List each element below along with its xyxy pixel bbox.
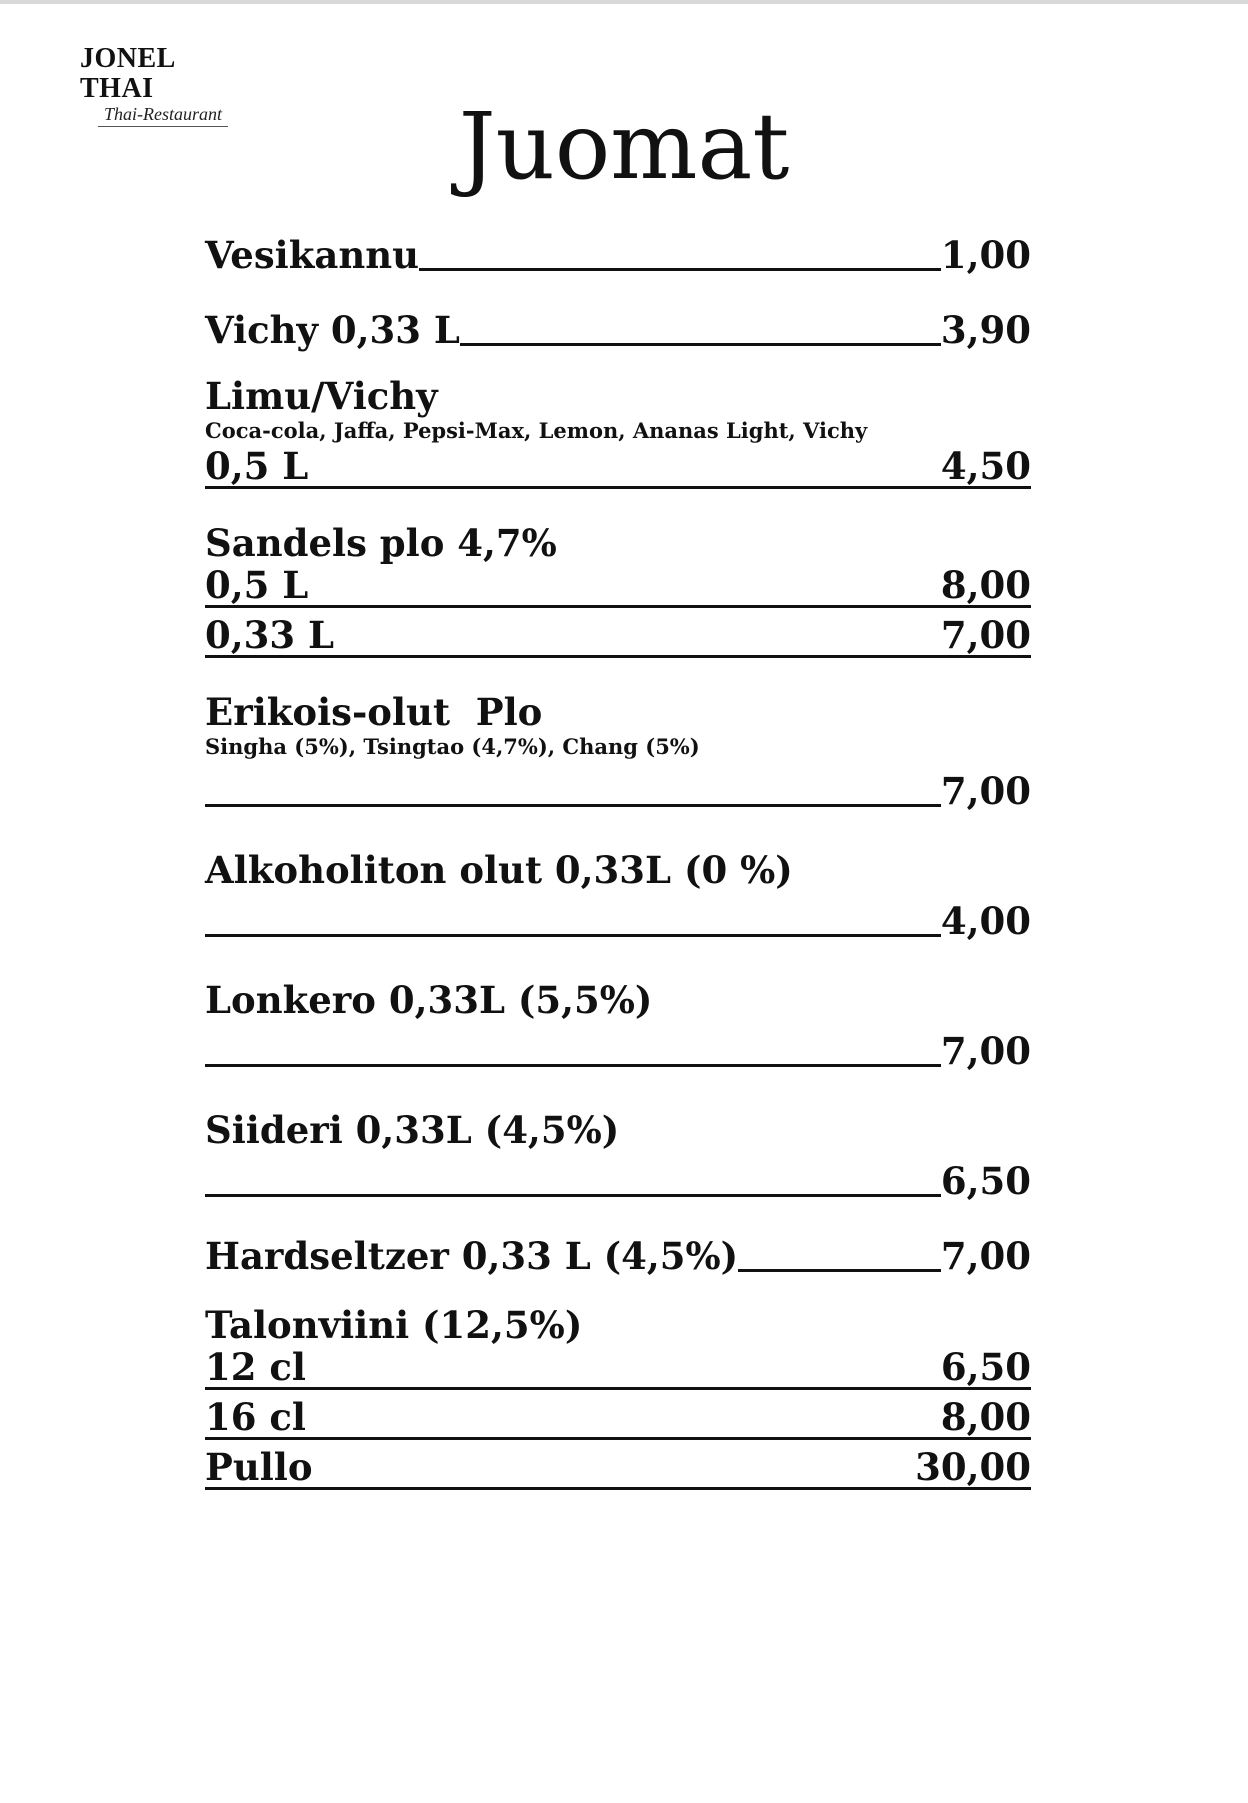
page-title: Juomat <box>458 93 790 200</box>
item-size: 0,5 L <box>205 563 309 607</box>
leader-line <box>205 894 941 937</box>
leader-line <box>205 764 941 807</box>
item-price: 1,00 <box>940 233 1031 277</box>
menu-item-limu <box>205 445 1031 489</box>
item-price: 8,00 <box>940 1395 1031 1439</box>
item-price: 4,00 <box>940 899 1031 943</box>
item-heading: Lonkero 0,33L (5,5%) <box>205 978 653 1022</box>
leader-line <box>205 1154 941 1197</box>
item-price: 30,00 <box>915 1445 1031 1489</box>
menu-item-vesikannu <box>205 225 1031 275</box>
item-heading: Talonviini (12,5%) <box>205 1303 583 1347</box>
menu-item-alkoholiton <box>205 891 1031 941</box>
menu-item-talonviini-12cl <box>205 1346 1031 1390</box>
item-price: 6,50 <box>940 1345 1031 1389</box>
menu-item-siideri <box>205 1151 1031 1201</box>
item-price: 6,50 <box>940 1159 1031 1203</box>
leader-line <box>313 1447 916 1490</box>
leader-line <box>308 565 941 608</box>
leader-line <box>308 446 941 489</box>
item-price: 8,00 <box>940 563 1031 607</box>
leader-line <box>306 1397 941 1440</box>
item-price: 7,00 <box>940 1029 1031 1073</box>
item-price: 7,00 <box>940 769 1031 813</box>
menu-item-erikois-olut <box>205 761 1031 811</box>
item-name: Vichy 0,33 L <box>205 308 460 352</box>
menu-item-talonviini-pullo <box>205 1440 1031 1490</box>
item-name: Hardseltzer 0,33 L (4,5%) <box>205 1234 739 1278</box>
item-price: 4,50 <box>940 444 1031 488</box>
logo-name: JONEL THAI <box>80 43 175 104</box>
menu-item-sandels-05 <box>205 564 1031 608</box>
item-heading: Limu/Vichy <box>205 374 438 418</box>
item-price: 7,00 <box>940 613 1031 657</box>
leader-line <box>306 1347 941 1390</box>
item-size: 0,5 L <box>205 444 309 488</box>
leader-line <box>460 303 941 346</box>
leader-line <box>205 1024 941 1067</box>
menu-item-hardseltzer <box>205 1226 1031 1276</box>
item-description: Coca-cola, Jaffa, Pepsi-Max, Lemon, Ananas Light, Vichy <box>205 418 868 443</box>
drinks-menu <box>205 225 1031 1490</box>
menu-item-lonkero <box>205 1021 1031 1071</box>
item-heading: Alkoholiton olut 0,33L (0 %) <box>205 848 793 892</box>
top-edge <box>0 0 1248 4</box>
leader-line <box>738 1229 941 1272</box>
item-name: Vesikannu <box>205 233 420 277</box>
item-price: 3,90 <box>940 308 1031 352</box>
logo-tagline: Thai-Restaurant <box>98 104 228 127</box>
item-size: 0,33 L <box>205 613 335 657</box>
item-size: 12 cl <box>205 1345 306 1389</box>
item-heading: Sandels plo 4,7% <box>205 521 557 565</box>
item-price: 7,00 <box>940 1234 1031 1278</box>
item-description: Singha (5%), Tsingtao (4,7%), Chang (5%) <box>205 734 700 759</box>
item-size: Pullo <box>205 1445 313 1489</box>
leader-line <box>334 615 941 658</box>
menu-item-talonviini-16cl <box>205 1390 1031 1440</box>
item-heading: Erikois-olut Plo <box>205 690 543 734</box>
menu-item-sandels-033 <box>205 608 1031 658</box>
item-heading: Siideri 0,33L (4,5%) <box>205 1108 620 1152</box>
leader-line <box>419 228 941 271</box>
menu-item-vichy <box>205 300 1031 350</box>
item-size: 16 cl <box>205 1395 306 1439</box>
